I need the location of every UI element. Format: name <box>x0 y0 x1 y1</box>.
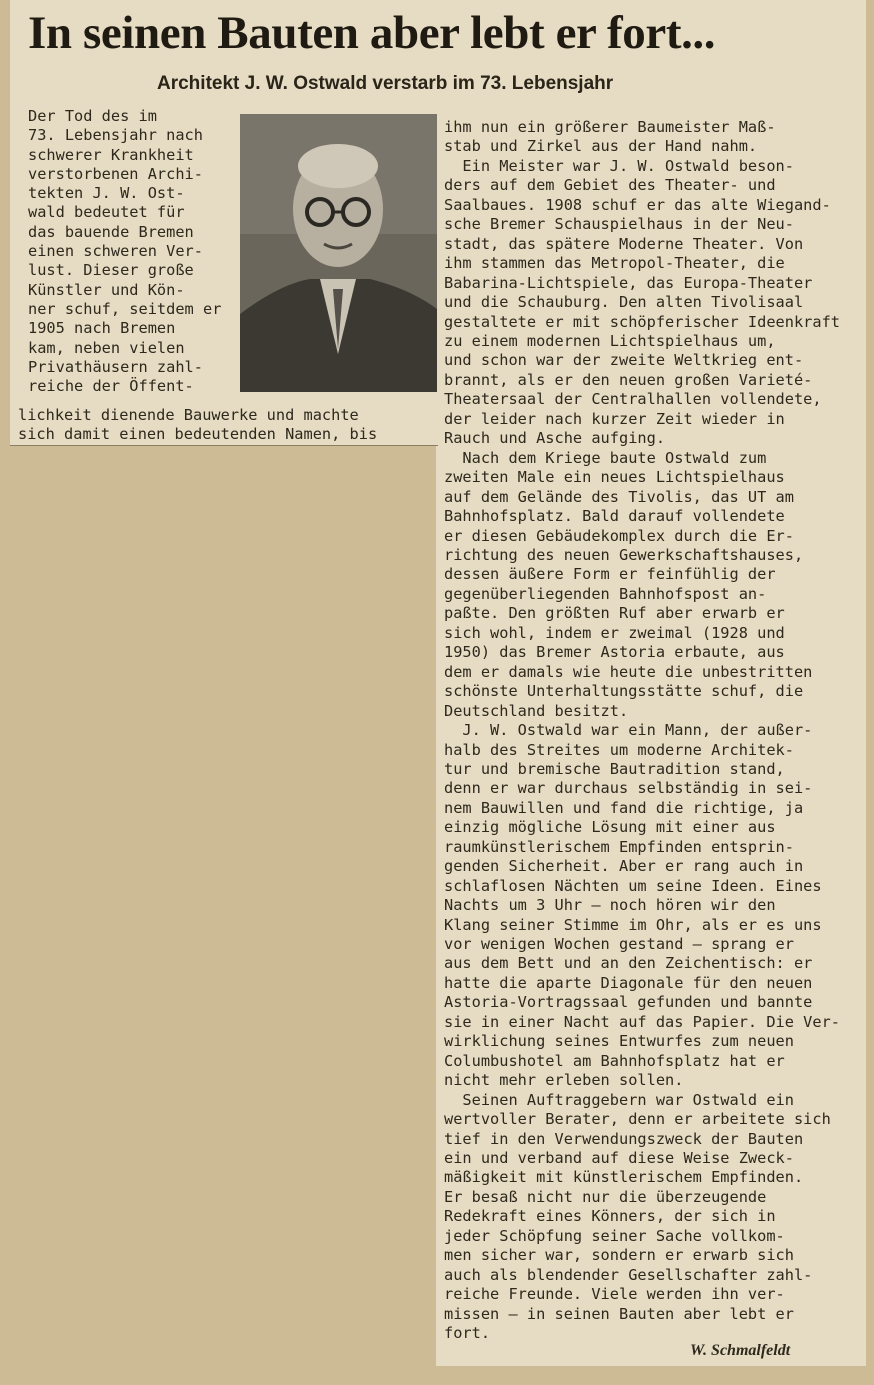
text-line: dessen äußere Form er feinfühlig der <box>444 565 776 584</box>
text-line: 1950) das Bremer Astoria erbaute, aus <box>444 643 785 662</box>
text-line: schwerer Krankheit <box>28 145 194 164</box>
text-line: fort. <box>444 1324 491 1343</box>
text-line: Bahnhofsplatz. Bald darauf vollendete <box>444 507 785 526</box>
text-line: Privathäusern zahl- <box>28 357 203 376</box>
text-line: ner schuf, seitdem er <box>28 299 222 318</box>
text-line: ihm nun ein größerer Baumeister Maß- <box>444 118 776 136</box>
text-line: der leider nach kurzer Zeit wieder in <box>444 409 785 428</box>
text-line: richtung des neuen Gewerkschaftshauses, <box>444 545 804 564</box>
text-line: denn er war durchaus selbständig in sei- <box>444 779 813 798</box>
text-line: nicht mehr erleben sollen. <box>444 1071 684 1090</box>
headline: In seinen Bauten aber lebt er fort... <box>28 7 716 59</box>
subheadline: Architekt J. W. Ostwald verstarb im 73. Lebensjahr <box>157 73 614 94</box>
left-column-bottom-text <box>18 406 438 445</box>
text-line: schönste Unterhaltungsstätte schuf, die <box>444 682 804 701</box>
text-line: er diesen Gebäudekomplex durch die Er- <box>444 526 794 545</box>
text-line: Seinen Auftraggebern war Ostwald ein <box>444 1090 794 1109</box>
text-line: Deutschland besitzt. <box>444 701 629 720</box>
text-line: lichkeit dienende Bauwerke und machte <box>18 406 359 424</box>
text-line: reiche Freunde. Viele werden ihn ver- <box>444 1285 785 1304</box>
text-line: Künstler und Kön- <box>28 280 185 299</box>
text-line: wald bedeutet für <box>28 203 185 222</box>
text-line: sich wohl, indem er zweimal (1928 und <box>444 623 785 642</box>
text-line: Ein Meister war J. W. Ostwald beson- <box>444 156 794 175</box>
text-line: gestaltete er mit schöpferischer Ideenkraft <box>444 312 841 331</box>
text-line: Astoria-Vortragssaal gefunden und bannte <box>444 993 813 1012</box>
text-line: das bauende Bremen <box>28 222 194 241</box>
text-line: Theatersaal der Centralhallen vollendete, <box>444 390 822 409</box>
text-line: kam, neben vielen <box>28 338 185 357</box>
text-line: sich damit einen bedeutenden Namen, bis <box>18 425 378 444</box>
right-column-text <box>444 118 858 1344</box>
text-line: missen — in seinen Bauten aber lebt er <box>444 1304 794 1323</box>
text-line: tief in den Verwendungszweck der Bauten <box>444 1129 804 1148</box>
text-line: Nachts um 3 Uhr — noch hören wir den <box>444 896 776 915</box>
text-line: Er besaß nicht nur die überzeugende <box>444 1187 767 1206</box>
text-line: reiche der Öffent- <box>28 377 194 396</box>
text-line: nem Bauwillen und fand die richtige, ja <box>444 798 804 817</box>
text-line: einen schweren Ver- <box>28 242 203 261</box>
text-line: und schon war der zweite Weltkrieg ent- <box>444 351 804 370</box>
text-line: men sicher war, sondern er erwarb sich <box>444 1246 794 1265</box>
text-line: vor wenigen Wochen gestand — sprang er <box>444 935 794 954</box>
text-line: Redekraft eines Könners, der sich in <box>444 1207 776 1226</box>
text-line: 73. Lebensjahr nach <box>28 126 203 145</box>
text-line: Rauch und Asche aufging. <box>444 429 666 448</box>
text-line: raumkünstlerischem Empfinden entsprin- <box>444 837 794 856</box>
text-line: paßte. Den größten Ruf aber erwarb er <box>444 604 785 623</box>
text-line: lust. Dieser große <box>28 261 194 280</box>
text-line: brannt, als er den neuen großen Varieté- <box>444 370 813 389</box>
text-line: wirklichung seines Entwurfes zum neuen <box>444 1032 794 1051</box>
text-line: Columbushotel am Bahnhofsplatz hat er <box>444 1051 785 1070</box>
text-line: Der Tod des im <box>28 107 157 125</box>
text-line: wertvoller Berater, denn er arbeitete sich <box>444 1110 831 1129</box>
text-line: tur und bremische Bautradition stand, <box>444 759 785 778</box>
text-line: gegenüberliegenden Bahnhofspost an- <box>444 584 767 603</box>
text-line: J. W. Ostwald war ein Mann, der außer- <box>444 721 813 740</box>
text-line: zweiten Male ein neues Lichtspielhaus <box>444 468 785 487</box>
text-line: aus dem Bett und an den Zeichentisch: er <box>444 954 813 973</box>
text-line: sie in einer Nacht auf das Papier. Die Ver- <box>444 1012 841 1031</box>
text-line: genden Sicherheit. Aber er rang auch in <box>444 857 804 876</box>
text-line: ihm stammen das Metropol-Theater, die <box>444 254 785 273</box>
text-line: ders auf dem Gebiet des Theater- und <box>444 176 776 195</box>
text-line: hatte die aparte Diagonale für den neuen <box>444 973 813 992</box>
text-line: dem er damals wie heute die unbestritten <box>444 662 813 681</box>
text-line: zu einem modernen Lichtspielhaus um, <box>444 331 776 350</box>
text-line: und die Schauburg. Den alten Tivolisaal <box>444 293 804 312</box>
text-line: jeder Schöpfung seiner Sache vollkom- <box>444 1226 785 1245</box>
text-line: sche Bremer Schauspielhaus in der Neu- <box>444 215 794 234</box>
text-line: Klang seiner Stimme im Ohr, als er es uns <box>444 915 822 934</box>
text-line: auch als blendender Gesellschafter zahl- <box>444 1265 813 1284</box>
portrait-photo <box>240 114 437 392</box>
text-line: mäßigkeit mit künstlerischem Empfinden. <box>444 1168 804 1187</box>
text-line: Nach dem Kriege baute Ostwald zum <box>444 448 767 467</box>
text-line: schlaflosen Nächten um seine Ideen. Eines <box>444 876 822 895</box>
text-line: verstorbenen Archi- <box>28 164 203 183</box>
text-line: Babarina-Lichtspiele, das Europa-Theater <box>444 273 813 292</box>
text-line: auf dem Gelände des Tivolis, das UT am <box>444 487 794 506</box>
text-line: Saalbaues. 1908 schuf er das alte Wiegand- <box>444 195 831 214</box>
column-divider <box>10 445 438 446</box>
text-line: einzig mögliche Lösung mit einer aus <box>444 818 776 837</box>
text-line: tekten J. W. Ost- <box>28 184 185 203</box>
text-line: stadt, das spätere Moderne Theater. Von <box>444 234 804 253</box>
text-line: ein und verband auf diese Weise Zweck- <box>444 1149 794 1168</box>
left-column-top-text <box>28 107 238 396</box>
author-signature: W. Schmalfeldt <box>690 1342 791 1359</box>
text-line: 1905 nach Bremen <box>28 319 176 338</box>
text-line: halb des Streites um moderne Architek- <box>444 740 794 759</box>
text-line: stab und Zirkel aus der Hand nahm. <box>444 137 758 156</box>
